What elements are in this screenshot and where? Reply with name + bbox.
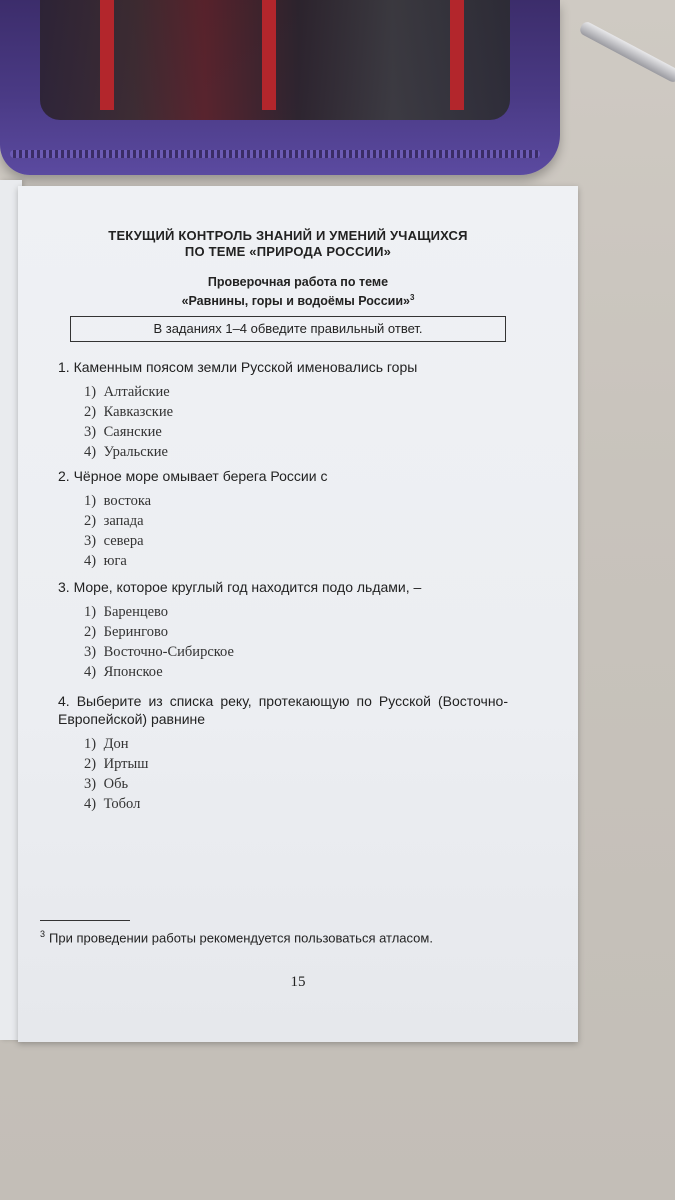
answer-option[interactable]: 3) Саянские (84, 424, 162, 440)
red-pencil (100, 0, 114, 110)
answer-option[interactable]: 2) запада (84, 513, 144, 529)
page-header (88, 228, 488, 260)
answer-options (58, 734, 508, 814)
answer-options (58, 491, 478, 571)
question-2 (58, 467, 478, 571)
answer-option[interactable]: 1) востока (84, 493, 152, 509)
pencil-case (0, 0, 560, 175)
question-text (58, 578, 498, 596)
answer-option[interactable]: 4) Уральские (84, 444, 168, 460)
question-number: 3. (58, 579, 70, 595)
red-pencil (450, 0, 464, 110)
question-text (58, 467, 478, 485)
answer-option[interactable]: 3) Восточно-Сибирское (84, 644, 234, 660)
footnote (40, 926, 560, 946)
answer-option[interactable]: 4) юга (84, 553, 127, 569)
answer-options (58, 382, 478, 462)
question-text (58, 358, 478, 376)
page-number: 15 (290, 974, 306, 990)
question-text (58, 692, 508, 728)
footnote-divider (40, 920, 130, 921)
scissors-blade (578, 20, 675, 84)
test-title-line-2 (138, 290, 458, 309)
answer-option[interactable]: 2) Кавказские (84, 404, 174, 420)
question-4 (58, 692, 508, 814)
test-title (138, 274, 458, 309)
answer-option[interactable]: 3) Обь (84, 776, 129, 792)
header-line-1: ТЕКУЩИЙ КОНТРОЛЬ ЗНАНИЙ И УМЕНИЙ УЧАЩИХСЯ (108, 228, 468, 243)
worksheet-page (18, 186, 578, 1042)
question-number: 2. (58, 468, 70, 484)
red-pencil (262, 0, 276, 110)
header-line-2: ПО ТЕМЕ «ПРИРОДА РОССИИ» (184, 244, 392, 259)
test-title-text: «Равнины, горы и водоёмы России» (181, 294, 410, 309)
footnote-reference: 3 (409, 293, 415, 302)
answer-option[interactable]: 4) Японское (84, 664, 163, 680)
answer-option[interactable]: 3) севера (84, 533, 144, 549)
test-title-line-1: Проверочная работа по теме (207, 275, 389, 289)
question-prompt: Чёрное море омывает берега России с (73, 468, 328, 484)
question-number: 1. (58, 359, 70, 375)
question-3 (58, 578, 498, 682)
footnote-text: При проведении работы рекомендуется пользоваться атласом. (49, 930, 433, 946)
zipper (10, 150, 540, 158)
answer-option[interactable]: 2) Берингово (84, 624, 168, 640)
answer-options (58, 602, 498, 682)
question-1 (58, 358, 478, 462)
answer-option[interactable]: 1) Алтайские (84, 384, 170, 400)
answer-option[interactable]: 4) Тобол (84, 796, 141, 812)
answer-option[interactable]: 1) Дон (84, 736, 129, 752)
answer-option[interactable]: 2) Иртыш (84, 756, 149, 772)
question-prompt: Море, которое круглый год находится подо льдами, – (73, 579, 422, 595)
question-prompt: Каменным поясом земли Русской именовались горы (73, 359, 418, 375)
question-number: 4. (58, 693, 70, 709)
footnote-mark: 3 (40, 929, 46, 939)
answer-option[interactable]: 1) Баренцево (84, 604, 169, 620)
question-prompt: Выберите из списка реку, протекающую по Русской (Восточно-Европейской) равнине (58, 693, 508, 727)
instruction-box: В заданиях 1–4 обведите правильный ответ. (70, 316, 506, 342)
